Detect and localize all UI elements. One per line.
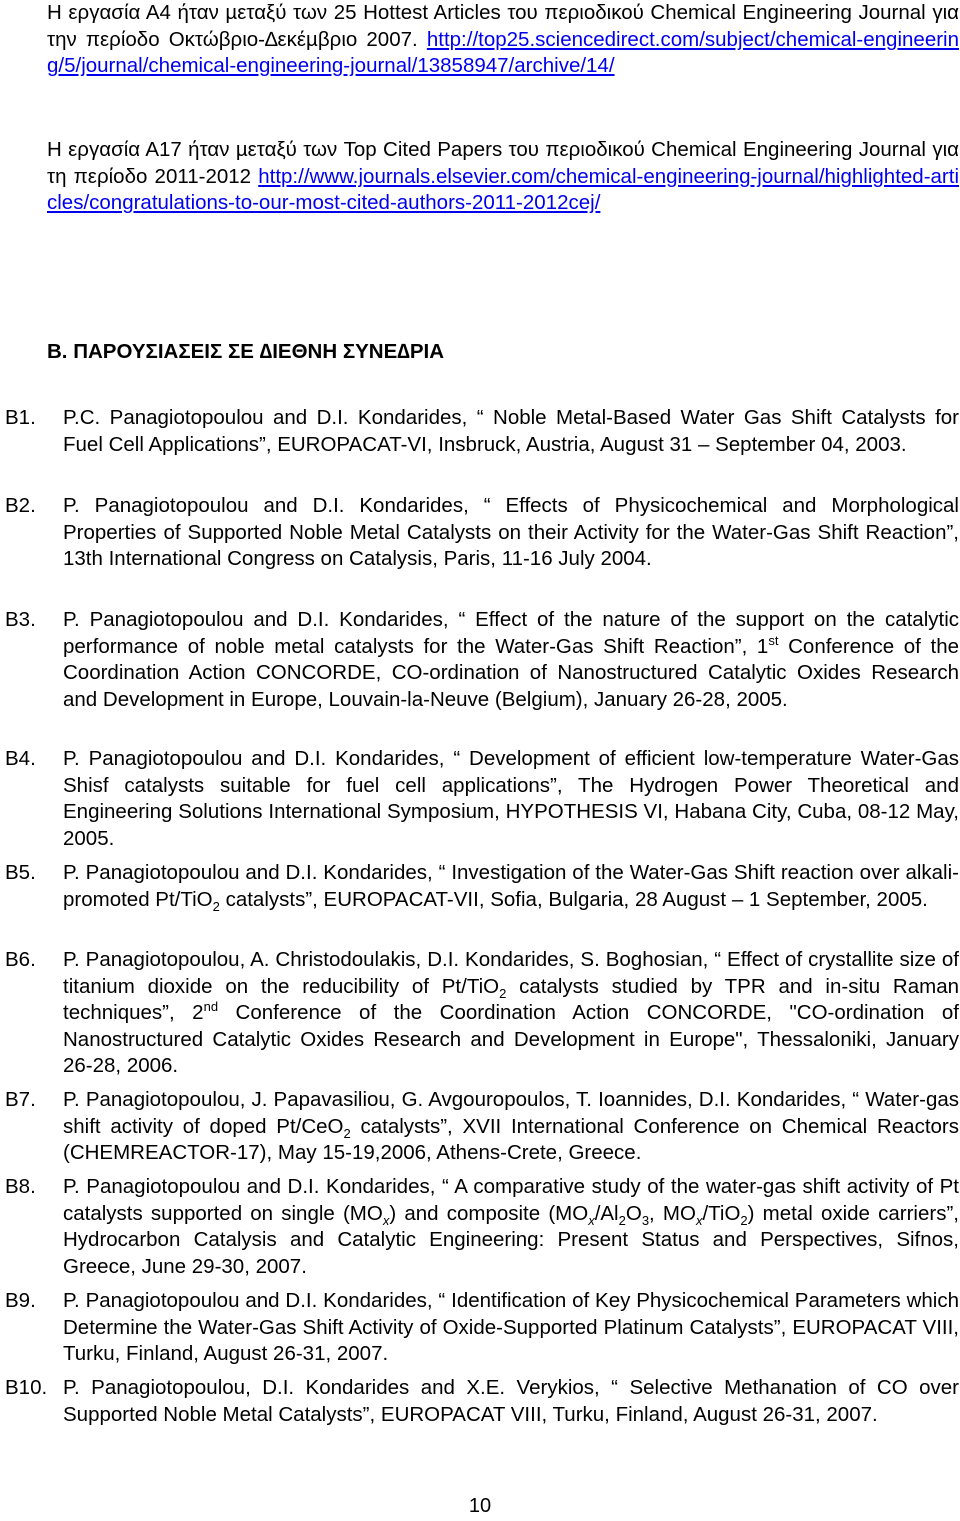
top-cited-note [47, 137, 959, 217]
reference-text-part: catalysts”, XVII International Conference on Chemical Reactors (CHEMREACTOR-17), May 15-19,2006, Athens-Crete, Greece. [63, 1114, 959, 1164]
reference-id: B10. [5, 1376, 48, 1399]
reference-text [63, 607, 959, 713]
reference-text-part: catalysts studied by TPR and in-situ Raman techniques”, 2 [63, 974, 959, 1024]
reference-text: P. Panagiotopoulou and D.I. Kondarides, “ Effects of Physicochemical and Morphological Properties of Supported Noble Metal Catalysts on their Activity for the Water-Gas Shift Reaction”, 13th International Congress on Catalysis, Paris, 11-16 July 2004. [63, 494, 959, 570]
reference-id: B8. [5, 1175, 36, 1198]
hottest-articles-link[interactable]: http://top25.sciencedirect.com/subject/chemical-engineering/5/journal/chemical-engineering-journal/13858947/archive/14/ [47, 27, 959, 77]
reference-text-part: P. Panagiotopoulou and D.I. Kondarides, “ Effect of the nature of the support on the catalytic performance of noble metal catalysts for the Water-Gas Shift Reaction”, 1 [63, 608, 959, 658]
ordinal-superscript: st [768, 632, 779, 648]
reference-text-part: P. Panagiotopoulou and D.I. Kondarides, “ Investigation of the Water-Gas Shift reaction over alkali-promoted Pt/TiO [63, 861, 959, 911]
reference-text-part: Conference of the Coordination Action CONCORDE, "CO-ordination of Nanostructured Catalytic Oxides Research and Development in Europe", Thessaloniki, January 26-28, 2006. [63, 1001, 959, 1077]
reference-id: B1. [5, 406, 36, 429]
reference-text-part: P. Panagiotopoulou and D.I. Kondarides, “ A comparative study of the water-gas shift activity of Pt catalysts supported on single (MO [63, 1175, 959, 1225]
top-cited-text: Η εργασία Α17 ήταν µεταξύ των Top Cited Papers του περιοδικού Chemical Engineering Journal για τη περίοδο 2011-2012 [47, 138, 959, 188]
hottest-articles-note [47, 0, 959, 80]
reference-text-part: /Al [594, 1201, 619, 1225]
reference-text-part: ) metal oxide carriers”, Hydrocarbon Catalysis and Catalytic Engineering: Present Status and Perspectives, Sifnos, Greece, June 29-30, 2007. [63, 1201, 959, 1278]
reference-id: B7. [5, 1088, 36, 1111]
reference-text [63, 860, 959, 913]
reference-text: P. Panagiotopoulou, D.I. Kondarides and X.E. Verykios, “ Selective Methanation of CO over Supported Noble Metal Catalysts”, EUROPACAT VIII, Turku, Finland, August 26-31, 2007. [63, 1376, 959, 1426]
reference-text-part: ) and composite (MO [389, 1201, 589, 1225]
reference-text-part: /TiO [702, 1201, 741, 1225]
reference-id: B3. [5, 608, 36, 631]
chemical-subscript: x [382, 1212, 390, 1228]
hottest-articles-text: Η εργασία Α4 ήταν µεταξύ των 25 Hottest Articles του περιοδικού Chemical Engineering Journal για την περίοδο Οκτώβριο-∆εκέµβριο 2007. [47, 1, 959, 51]
reference-text-part: P. Panagiotopoulou, A. Christodoulakis, D.I. Kondarides, S. Boghosian, “ Effect of crystallite size of titanium dioxide on the reducibility of Pt/TiO [63, 948, 959, 998]
chemical-subscript: 3 [641, 1212, 650, 1228]
chemical-subscript: 2 [212, 898, 220, 914]
reference-id: B4. [5, 747, 36, 770]
chemical-subscript: x [588, 1212, 595, 1228]
reference-id: B9. [5, 1289, 36, 1312]
reference-id: B2. [5, 494, 36, 517]
reference-text: P. Panagiotopoulou and D.I. Kondarides, “ Development of efficient low-temperature Water-Gas Shisf catalysts suitable for fuel cell applications”, The Hydrogen Power Theoretical and Engineering Solutions International Symposium, HYPOTHESIS VI, Habana City, Cuba, 08-12 May, 2005. [63, 747, 959, 850]
reference-text: P. Panagiotopoulou and D.I. Kondarides, “ Identification of Key Physicochemical Parameters which Determine the Water-Gas Shift Activity of Oxide-Supported Platinum Catalysts”, EUROPACAT VIII, Turku, Finland, August 26-31, 2007. [63, 1289, 959, 1365]
top-cited-link[interactable]: http://www.journals.elsevier.com/chemical-engineering-journal/highlighted-articles/congratulations-to-our-most-cited-authors-2011-2012cej/ [47, 164, 959, 214]
reference-text [63, 1087, 959, 1167]
reference-text-part: P. Panagiotopoulou, J. Papavasiliou, G. Avgouropoulos, T. Ioannides, D.I. Kondarides, “ Water-gas shift activity of doped Pt/CeO [63, 1088, 959, 1138]
reference-text-part: O [625, 1201, 642, 1225]
reference-text: P.C. Panagiotopoulou and D.I. Kondarides, “ Noble Metal-Based Water Gas Shift Catalysts for Fuel Cell Applications”, EUROPACAT-VI, Insbruck, Austria, August 31 – September 04, 2003. [63, 406, 959, 456]
reference-text-part: , MO [649, 1201, 696, 1225]
reference-id: B6. [5, 948, 36, 971]
chemical-subscript: 2 [343, 1125, 351, 1141]
reference-text-part: catalysts”, EUROPACAT-VII, Sofia, Bulgaria, 28 August – 1 September, 2005. [219, 887, 928, 911]
reference-text [63, 947, 959, 1080]
page-number: 10 [468, 1495, 492, 1517]
ordinal-superscript: nd [203, 999, 219, 1015]
reference-text [63, 1174, 959, 1280]
reference-id: B5. [5, 861, 36, 884]
chemical-subscript: 2 [618, 1212, 626, 1228]
chemical-subscript: 2 [740, 1212, 748, 1228]
reference-text-part: Conference of the Coordination Action CONCORDE, CO-ordination of Nanostructured Catalytic Oxides Research and Development in Europe, Louvain-la-Neuve (Belgium), January 26-28, 2005. [63, 634, 959, 711]
section-heading: Β. ΠΑΡΟΥΣΙΑΣΕΙΣ ΣΕ ∆ΙΕΘΝΗ ΣΥΝΕ∆ΡΙΑ [47, 340, 444, 363]
chemical-subscript: 2 [499, 985, 507, 1001]
chemical-subscript: x [695, 1212, 703, 1228]
